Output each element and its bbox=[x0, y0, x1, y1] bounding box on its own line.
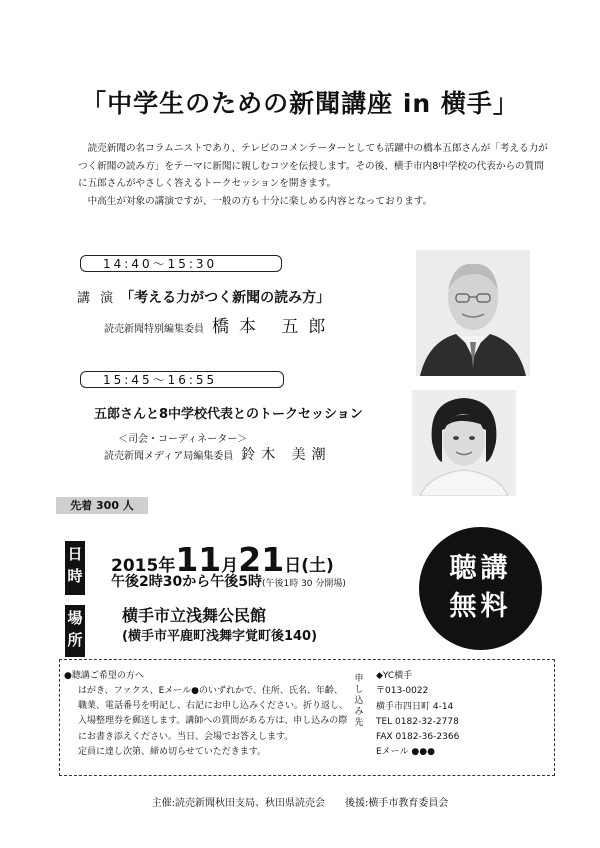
speaker2-photo bbox=[412, 390, 516, 496]
contact-address: 横手市四日町 4-14 bbox=[376, 701, 454, 712]
date-day-unit: 日(土) bbox=[284, 556, 334, 576]
date-tag: 日時 bbox=[65, 541, 85, 595]
free-badge-line: 無料 bbox=[449, 591, 512, 622]
talk-title: 五郎さんと8中学校代表とのトークセッション bbox=[94, 407, 363, 422]
speaker1-photo bbox=[416, 250, 530, 376]
date-month: 11 bbox=[175, 540, 222, 579]
intro-paragraph: 中高生が対象の講演ですが、一般の方も十分に楽しめる内容となっております。 bbox=[87, 195, 433, 207]
free-badge-line: 聴講 bbox=[449, 553, 512, 584]
page-title: 「中学生のための新聞講座 in 横手」 bbox=[81, 89, 519, 118]
contact-postal: 〒013-0022 bbox=[376, 686, 429, 697]
contact-fax: FAX 0182-36-2366 bbox=[376, 732, 460, 743]
event-time bbox=[111, 571, 346, 591]
date-day: 21 bbox=[238, 540, 285, 579]
speaker2 bbox=[104, 444, 332, 464]
lecture-title: 「考える力がつく新聞の読み方」 bbox=[120, 290, 331, 306]
free-admission-badge bbox=[419, 527, 542, 650]
date-year: 2015年 bbox=[111, 556, 176, 576]
lecture-label: 講 演 bbox=[77, 291, 117, 306]
lecture-heading bbox=[77, 287, 330, 307]
event-time-main: 午後2時30から午後5時 bbox=[111, 574, 262, 590]
speaker1 bbox=[104, 312, 335, 337]
moderator-label: ＜司会・コーディネーター＞ bbox=[118, 434, 248, 445]
apply-to-label: 申し込み先 bbox=[354, 674, 364, 728]
venue-name: 横手市立浅舞公民館 bbox=[122, 606, 267, 625]
contact-email: Eメール ●●● bbox=[376, 747, 435, 758]
intro-text bbox=[78, 140, 548, 210]
venue-address: (横手市平鹿町浅舞字覚町後140) bbox=[122, 629, 318, 644]
speaker1-name: 橋本 五郎 bbox=[212, 317, 336, 337]
contact-tel: TEL 0182-32-2778 bbox=[376, 716, 459, 727]
contact-info bbox=[376, 669, 459, 761]
apply-instructions bbox=[78, 684, 350, 760]
speaker2-role: 読売新聞メディア局編集委員 bbox=[104, 451, 234, 462]
speaker2-name: 鈴木 美潮 bbox=[241, 447, 332, 463]
event-time-note: (午後1時 30 分開場) bbox=[261, 579, 346, 589]
speaker1-role: 読売新聞特別編集委員 bbox=[104, 324, 204, 335]
place-tag: 場所 bbox=[65, 605, 85, 657]
organizer-footer: 主催:読売新聞秋田支局、秋田県読売会 後援:横手市教育委員会 bbox=[151, 798, 449, 809]
session1-time: 14:40〜15:30 bbox=[80, 255, 282, 272]
intro-paragraph: 読売新聞の名コラムニストであり、テレビのコメンテーターとしても活躍中の橋本五郎さんが「考える力がつく新聞の読み方」をテーマに新聞に親しむコツを伝授します。その後、横手市内8中学校の代表からの質問に五郎さんがやさしく答えるトークセッションを開きます。 bbox=[78, 143, 548, 189]
apply-body-text: はがき、ファクス、Eメール●のいずれかで、住所、氏名、年齢、職業、電話番号を明記し、右記にお申し込みください。折り返し、入場整理券を郵送します。講師への質問がある方は、申し込みの際にお書き添えください。当日、会場でお答えします。 bbox=[78, 686, 349, 742]
contact-name: ◆YC横手 bbox=[376, 671, 413, 681]
apply-note: 定員に達し次第、締め切らせていただきます。 bbox=[78, 746, 267, 757]
date-month-unit: 月 bbox=[221, 556, 239, 576]
apply-heading: ●聴講ご希望の方へ bbox=[64, 671, 144, 681]
capacity-label: 先着 300 人 bbox=[56, 497, 148, 514]
session2-time: 15:45〜16:55 bbox=[80, 371, 284, 388]
